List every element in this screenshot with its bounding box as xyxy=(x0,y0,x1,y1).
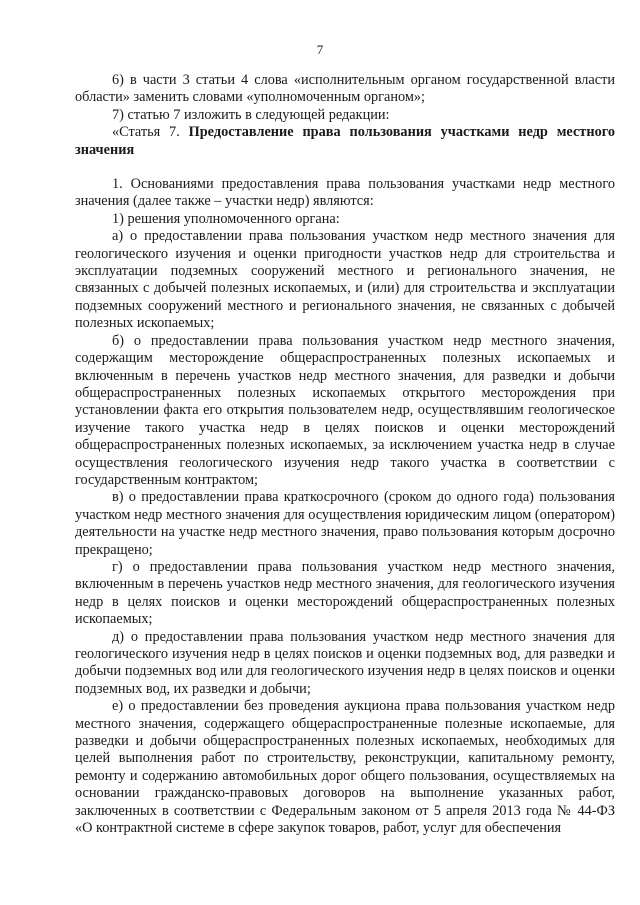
document-body xyxy=(75,72,615,837)
subitem-g: г) о предоставлении права пользования участком недр местного значения, включенным в перечень участков недр местного значения, для геологического изучения недр в целях поисков и оценки месторождений общераспространенных полезных ископаемых; xyxy=(75,558,615,628)
subitem-d: д) о предоставлении права пользования участком недр местного значения для геологического изучения недр в целях поисков и оценки подземных вод, для разведки и добычи подземных вод или для геологического изучения недр в целях поисков и оценки подземных вод, их разведки и добычи; xyxy=(75,628,615,697)
article-prefix: «Статья 7. xyxy=(112,124,189,141)
paragraph-1-1: 1) решения уполномоченного органа: xyxy=(112,210,340,227)
article-title: Предоставление права пользования участками недр местного значения xyxy=(75,124,615,158)
amendment-item-6: 6) в части 3 статьи 4 слова «исполнительным органом государственной власти области» заменить словами «уполномоченным органом»; xyxy=(75,72,615,106)
subitem-e: е) о предоставлении без проведения аукциона права пользования участком недр местного значения, содержащего общераспространенные полезные ископаемые, для разведки и добычи общераспространенных полезных ископаемых, необходимых для целей выполнения работ по строительству, реконструкции, капитальному ремонту, ремонту и содержанию автомобильных дорог общего пользования, осуществляемых на основании гражданско-правовых договоров на выполнение указанных работ, заключенных в соответствии с Федеральным законом от 5 апреля 2013 года № 44-ФЗ «О контрактной системе в сфере закупок товаров, работ, услуг для обеспечения xyxy=(75,698,615,837)
page-number: 7 xyxy=(316,42,324,57)
article-heading xyxy=(75,124,615,159)
subitem-a: а) о предоставлении права пользования участком недр местного значения для геологического изучения и оценки пригодности участков недр для строительства и эксплуатации подземных сооружений местного и регионального значения, не связанных с добычей полезных ископаемых, и (или) для строительства и эксплуатации подземных сооружений местного и регионального значения, не связанных с добычей полезных ископаемых; xyxy=(75,228,615,332)
subitem-v: в) о предоставлении права краткосрочного (сроком до одного года) пользования участком недр местного значения для осуществления юридическим лицом (оператором) деятельности на участке недр местного значения, право пользования которым досрочно прекращено; xyxy=(75,489,615,558)
paragraph-1: 1. Основаниями предоставления права пользования участками недр местного значения (далее также – участки недр) являются: xyxy=(75,176,615,210)
amendment-item-7: 7) статью 7 изложить в следующей редакции: xyxy=(112,106,390,123)
subitem-b: б) о предоставлении права пользования участком недр местного значения, содержащим месторождение общераспространенных полезных ископаемых и включенным в перечень участков недр местного значения, для разведки и добычи общераспространенных полезных ископаемых открытого месторождения при установлении факта его открытия пользователем недр, осуществлявшим геологическое изучение такого участка недр в целях поисков и оценки месторождений общераспространенных полезных ископаемых, за исключением участка недр в случае осуществления геологического изучения недр такого участка в соответствии с государственным контрактом; xyxy=(75,332,615,488)
paragraph-gap xyxy=(75,159,615,176)
